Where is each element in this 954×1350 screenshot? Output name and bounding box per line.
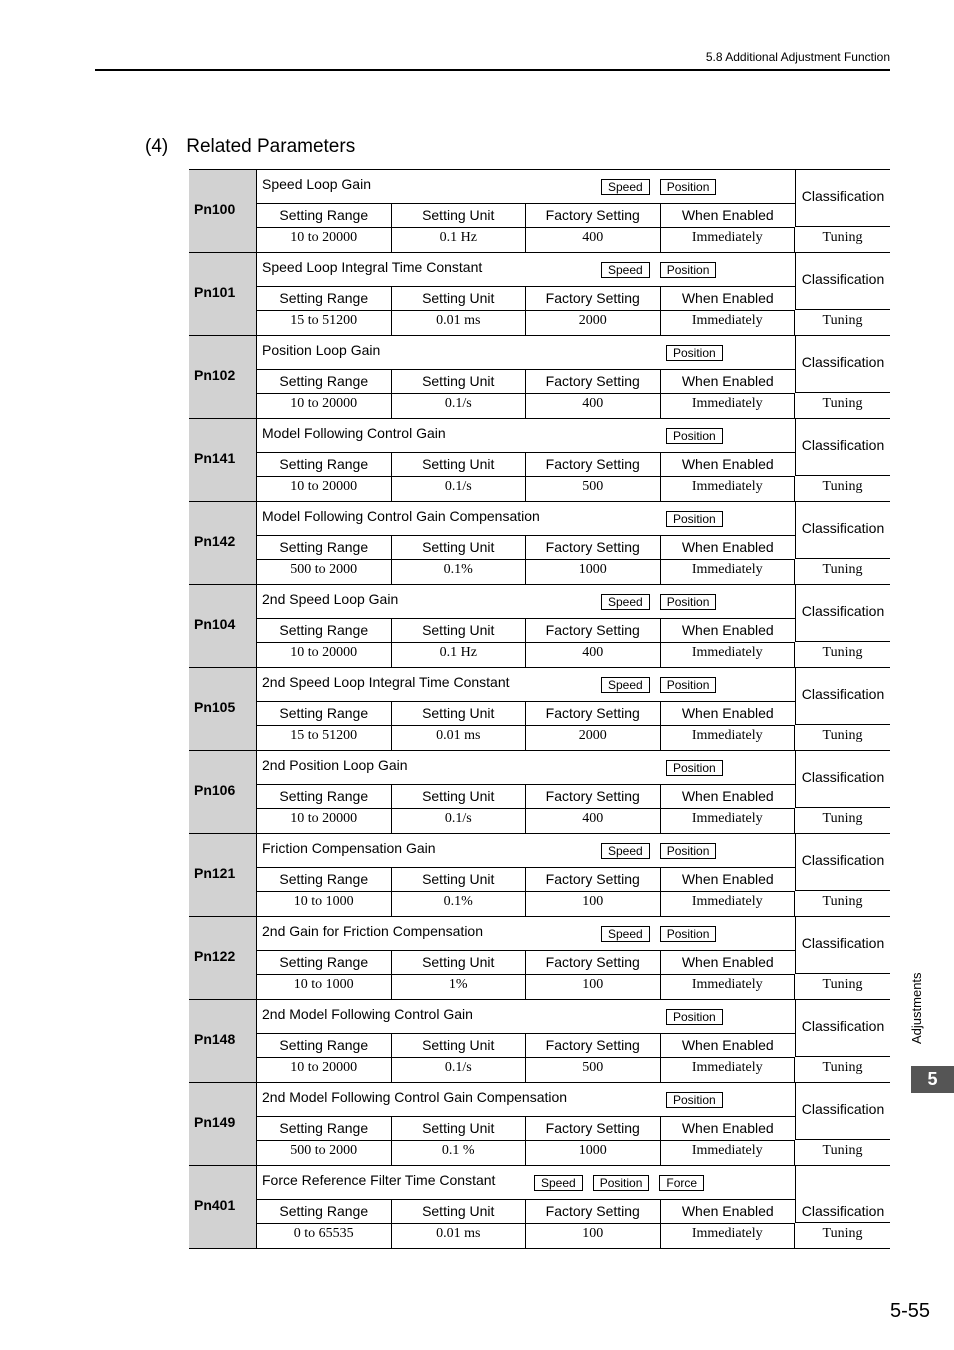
- when-enabled-header: When Enabled: [681, 456, 774, 472]
- factory-setting-value: 1000: [526, 559, 661, 584]
- setting-unit-header: Setting Unit: [392, 1117, 527, 1140]
- setting-unit-value: 0.01 ms: [392, 725, 527, 750]
- setting-unit-value: 0.01 ms: [392, 1223, 527, 1248]
- setting-range-value: 10 to 20000: [257, 1057, 392, 1082]
- param-block-pn148: [189, 999, 890, 1082]
- setting-range-header: Setting Range: [257, 287, 392, 310]
- param-block-pn100: [189, 169, 890, 252]
- setting-range-header: Setting Range: [257, 868, 392, 891]
- parameter-tables: [189, 169, 890, 1249]
- param-block-pn401: [189, 1165, 890, 1249]
- setting-unit-value: 0.1/s: [392, 476, 527, 501]
- setting-unit-header: Setting Unit: [392, 868, 527, 891]
- param-number: Pn102: [189, 336, 257, 418]
- setting-range-value: 10 to 20000: [257, 808, 392, 833]
- when-enabled-header: When Enabled: [681, 788, 774, 804]
- param-name: Speed Loop Gain: [262, 176, 371, 192]
- setting-unit-value: 0.1 Hz: [392, 642, 527, 667]
- classification-label: Classification: [801, 603, 885, 619]
- classification-label: Classification: [801, 437, 885, 453]
- when-enabled-header: When Enabled: [681, 539, 774, 555]
- column-header-row: [257, 784, 795, 809]
- factory-setting-value: 2000: [526, 310, 661, 335]
- classification-value: Tuning: [822, 313, 863, 328]
- column-header-row: [257, 1033, 795, 1058]
- factory-setting-value: 500: [526, 476, 661, 501]
- classification-header: [795, 253, 890, 310]
- column-header-row: [257, 535, 795, 560]
- mode-badges: [601, 926, 726, 942]
- classification-label: Classification: [801, 188, 885, 204]
- setting-unit-value: 0.01 ms: [392, 310, 527, 335]
- setting-range-value: 10 to 20000: [257, 227, 392, 252]
- classification-header: [795, 585, 890, 642]
- factory-setting-header: Factory Setting: [526, 536, 661, 559]
- chapter-tab: 5: [911, 1066, 954, 1093]
- factory-setting-header: Factory Setting: [526, 1117, 661, 1140]
- classification-header: [795, 751, 890, 808]
- setting-unit-header: Setting Unit: [392, 536, 527, 559]
- setting-range-value: 15 to 51200: [257, 310, 392, 335]
- mode-badge: Force: [659, 1175, 704, 1191]
- value-row: [257, 974, 890, 999]
- value-row: [257, 1223, 890, 1248]
- setting-range-header: Setting Range: [257, 619, 392, 642]
- setting-unit-header: Setting Unit: [392, 1200, 527, 1223]
- when-enabled-value: Immediately: [661, 725, 796, 750]
- when-enabled-header: When Enabled: [681, 622, 774, 638]
- classification-value: Tuning: [822, 1226, 863, 1241]
- classification-value: Tuning: [822, 728, 863, 743]
- value-row: [257, 559, 890, 584]
- classification-label: Classification: [801, 1203, 885, 1219]
- param-number: Pn105: [189, 668, 257, 750]
- factory-setting-header: Factory Setting: [526, 1034, 661, 1057]
- setting-range-header: Setting Range: [257, 1117, 392, 1140]
- mode-badges: [666, 345, 733, 361]
- param-name: 2nd Speed Loop Integral Time Constant: [262, 674, 510, 690]
- setting-unit-value: 0.1/s: [392, 808, 527, 833]
- when-enabled-value: Immediately: [661, 559, 796, 584]
- classification-header: [795, 1000, 890, 1057]
- classification-value: Tuning: [822, 230, 863, 245]
- when-enabled-header: When Enabled: [681, 207, 774, 223]
- when-enabled-header: When Enabled: [681, 1203, 774, 1219]
- mode-badge: Position: [666, 511, 723, 527]
- classification-value: Tuning: [822, 645, 863, 660]
- setting-unit-value: 0.1/s: [392, 1057, 527, 1082]
- mode-badge: Speed: [601, 262, 650, 278]
- param-number: Pn104: [189, 585, 257, 667]
- classification-value: Tuning: [822, 894, 863, 909]
- param-block-pn105: [189, 667, 890, 750]
- when-enabled-header: When Enabled: [681, 1120, 774, 1136]
- classification-value: Tuning: [822, 396, 863, 411]
- column-header-row: [257, 452, 795, 477]
- mode-badge: Position: [660, 179, 717, 195]
- column-header-row: [257, 618, 795, 643]
- param-block-pn142: [189, 501, 890, 584]
- setting-range-header: Setting Range: [257, 1034, 392, 1057]
- param-block-pn121: [189, 833, 890, 916]
- setting-unit-value: 1%: [392, 974, 527, 999]
- classification-label: Classification: [801, 769, 885, 785]
- mode-badges: [601, 262, 726, 278]
- when-enabled-value: Immediately: [661, 310, 796, 335]
- classification-value: Tuning: [822, 562, 863, 577]
- param-block-pn106: [189, 750, 890, 833]
- param-block-pn101: [189, 252, 890, 335]
- when-enabled-header: When Enabled: [681, 1037, 774, 1053]
- section-number: (4): [145, 136, 169, 157]
- mode-badges: [666, 511, 733, 527]
- mode-badges: [666, 1092, 733, 1108]
- setting-unit-header: Setting Unit: [392, 453, 527, 476]
- column-header-row: [257, 867, 795, 892]
- mode-badge: Position: [660, 843, 717, 859]
- param-number: Pn149: [189, 1083, 257, 1165]
- column-header-row: [257, 950, 795, 975]
- classification-value: Tuning: [822, 479, 863, 494]
- factory-setting-value: 1000: [526, 1140, 661, 1165]
- param-name: Force Reference Filter Time Constant: [262, 1172, 496, 1188]
- when-enabled-header: When Enabled: [681, 373, 774, 389]
- setting-unit-header: Setting Unit: [392, 785, 527, 808]
- classification-label: Classification: [801, 271, 885, 287]
- setting-unit-value: 0.1%: [392, 891, 527, 916]
- section-title: [145, 136, 355, 158]
- factory-setting-value: 400: [526, 227, 661, 252]
- when-enabled-value: Immediately: [661, 808, 796, 833]
- mode-badge: Position: [666, 428, 723, 444]
- factory-setting-header: Factory Setting: [526, 702, 661, 725]
- param-number: Pn122: [189, 917, 257, 999]
- when-enabled-header: When Enabled: [681, 954, 774, 970]
- param-name: Position Loop Gain: [262, 342, 381, 358]
- classification-header: [795, 917, 890, 974]
- setting-range-value: 10 to 20000: [257, 476, 392, 501]
- setting-unit-header: Setting Unit: [392, 951, 527, 974]
- param-number: Pn106: [189, 751, 257, 833]
- classification-header: [795, 834, 890, 891]
- setting-range-header: Setting Range: [257, 1200, 392, 1223]
- value-row: [257, 1140, 890, 1165]
- value-row: [257, 227, 890, 252]
- mode-badge: Speed: [601, 843, 650, 859]
- setting-unit-value: 0.1/s: [392, 393, 527, 418]
- setting-unit-value: 0.1 %: [392, 1140, 527, 1165]
- classification-label: Classification: [801, 520, 885, 536]
- running-header: 5.8 Additional Adjustment Function: [705, 50, 890, 64]
- param-block-pn104: [189, 584, 890, 667]
- factory-setting-value: 2000: [526, 725, 661, 750]
- setting-range-header: Setting Range: [257, 370, 392, 393]
- value-row: [257, 891, 890, 916]
- mode-badges: [601, 843, 726, 859]
- value-row: [257, 725, 890, 750]
- param-name: Speed Loop Integral Time Constant: [262, 259, 483, 275]
- mode-badge: Speed: [601, 594, 650, 610]
- classification-header: [795, 336, 890, 393]
- classification-label: Classification: [801, 852, 885, 868]
- setting-range-value: 10 to 20000: [257, 642, 392, 667]
- param-name: Friction Compensation Gain: [262, 840, 436, 856]
- mode-badges: [601, 594, 726, 610]
- factory-setting-header: Factory Setting: [526, 370, 661, 393]
- when-enabled-header: When Enabled: [681, 290, 774, 306]
- factory-setting-header: Factory Setting: [526, 287, 661, 310]
- classification-value: Tuning: [822, 1143, 863, 1158]
- param-block-pn141: [189, 418, 890, 501]
- when-enabled-value: Immediately: [661, 393, 796, 418]
- mode-badge: Position: [666, 1009, 723, 1025]
- mode-badge: Position: [660, 262, 717, 278]
- mode-badges: [601, 179, 726, 195]
- mode-badges: [666, 760, 733, 776]
- setting-range-header: Setting Range: [257, 453, 392, 476]
- param-number: Pn121: [189, 834, 257, 916]
- param-name: Model Following Control Gain Compensation: [262, 508, 540, 524]
- when-enabled-value: Immediately: [661, 974, 796, 999]
- setting-range-value: 10 to 1000: [257, 974, 392, 999]
- mode-badge: Speed: [601, 179, 650, 195]
- mode-badge: Position: [660, 594, 717, 610]
- classification-value: Tuning: [822, 811, 863, 826]
- classification-header: [795, 1083, 890, 1140]
- mode-badge: Position: [666, 760, 723, 776]
- classification-label: Classification: [801, 354, 885, 370]
- setting-unit-value: 0.1%: [392, 559, 527, 584]
- classification-label: Classification: [801, 935, 885, 951]
- param-block-pn149: [189, 1082, 890, 1165]
- mode-badges: [601, 677, 726, 693]
- param-name: 2nd Speed Loop Gain: [262, 591, 399, 607]
- param-number: Pn148: [189, 1000, 257, 1082]
- when-enabled-value: Immediately: [661, 1140, 796, 1165]
- param-number: Pn142: [189, 502, 257, 584]
- when-enabled-value: Immediately: [661, 227, 796, 252]
- mode-badges: [666, 1009, 733, 1025]
- mode-badge: Position: [666, 1092, 723, 1108]
- classification-label: Classification: [801, 686, 885, 702]
- classification-header: [795, 668, 890, 725]
- param-number: Pn100: [189, 170, 257, 252]
- when-enabled-header: When Enabled: [681, 705, 774, 721]
- param-name: Model Following Control Gain: [262, 425, 446, 441]
- param-number: Pn141: [189, 419, 257, 501]
- value-row: [257, 808, 890, 833]
- setting-range-value: 10 to 1000: [257, 891, 392, 916]
- param-block-pn122: [189, 916, 890, 999]
- setting-range-header: Setting Range: [257, 536, 392, 559]
- mode-badges: [666, 428, 733, 444]
- factory-setting-header: Factory Setting: [526, 785, 661, 808]
- setting-unit-header: Setting Unit: [392, 370, 527, 393]
- param-number: Pn401: [189, 1166, 257, 1248]
- mode-badge: Position: [666, 345, 723, 361]
- value-row: [257, 310, 890, 335]
- factory-setting-value: 100: [526, 891, 661, 916]
- when-enabled-value: Immediately: [661, 1057, 796, 1082]
- setting-range-header: Setting Range: [257, 951, 392, 974]
- setting-range-header: Setting Range: [257, 702, 392, 725]
- when-enabled-value: Immediately: [661, 891, 796, 916]
- when-enabled-value: Immediately: [661, 1223, 796, 1248]
- factory-setting-value: 400: [526, 393, 661, 418]
- setting-range-value: 500 to 2000: [257, 559, 392, 584]
- factory-setting-header: Factory Setting: [526, 453, 661, 476]
- classification-header: [795, 170, 890, 227]
- mode-badges: [534, 1175, 714, 1191]
- factory-setting-value: 400: [526, 808, 661, 833]
- setting-range-header: Setting Range: [257, 204, 392, 227]
- header-rule: [95, 69, 890, 71]
- mode-badge: Position: [593, 1175, 650, 1191]
- setting-range-value: 10 to 20000: [257, 393, 392, 418]
- classification-header: [795, 419, 890, 476]
- classification-label: Classification: [801, 1018, 885, 1034]
- factory-setting-value: 100: [526, 974, 661, 999]
- page-number: 5-55: [889, 1300, 930, 1322]
- setting-unit-header: Setting Unit: [392, 619, 527, 642]
- mode-badge: Speed: [601, 677, 650, 693]
- param-name: 2nd Model Following Control Gain: [262, 1006, 473, 1022]
- param-block-pn102: [189, 335, 890, 418]
- classification-value: Tuning: [822, 1060, 863, 1075]
- value-row: [257, 476, 890, 501]
- setting-unit-header: Setting Unit: [392, 287, 527, 310]
- when-enabled-value: Immediately: [661, 642, 796, 667]
- value-row: [257, 393, 890, 418]
- section-heading: Related Parameters: [186, 136, 356, 157]
- value-row: [257, 642, 890, 667]
- factory-setting-header: Factory Setting: [526, 1200, 661, 1223]
- when-enabled-header: When Enabled: [681, 871, 774, 887]
- column-header-row: [257, 203, 795, 228]
- column-header-row: [257, 701, 795, 726]
- when-enabled-value: Immediately: [661, 476, 796, 501]
- setting-range-value: 500 to 2000: [257, 1140, 392, 1165]
- setting-unit-header: Setting Unit: [392, 702, 527, 725]
- mode-badge: Speed: [534, 1175, 583, 1191]
- factory-setting-header: Factory Setting: [526, 619, 661, 642]
- setting-unit-header: Setting Unit: [392, 1034, 527, 1057]
- param-name: 2nd Gain for Friction Compensation: [262, 923, 483, 939]
- param-name: 2nd Model Following Control Gain Compensation: [262, 1089, 568, 1105]
- setting-range-header: Setting Range: [257, 785, 392, 808]
- column-header-row: [257, 286, 795, 311]
- factory-setting-value: 100: [526, 1223, 661, 1248]
- classification-label: Classification: [801, 1101, 885, 1117]
- setting-unit-header: Setting Unit: [392, 204, 527, 227]
- value-row: [257, 1057, 890, 1082]
- setting-unit-value: 0.1 Hz: [392, 227, 527, 252]
- factory-setting-value: 400: [526, 642, 661, 667]
- mode-badge: Speed: [601, 926, 650, 942]
- factory-setting-value: 500: [526, 1057, 661, 1082]
- chapter-side-label: Adjustments: [909, 972, 924, 1044]
- column-header-row: [257, 369, 795, 394]
- param-number: Pn101: [189, 253, 257, 335]
- mode-badge: Position: [660, 677, 717, 693]
- param-name: 2nd Position Loop Gain: [262, 757, 408, 773]
- classification-header: [795, 502, 890, 559]
- mode-badge: Position: [660, 926, 717, 942]
- column-header-row: [257, 1116, 795, 1141]
- classification-header: [795, 1166, 890, 1223]
- factory-setting-header: Factory Setting: [526, 204, 661, 227]
- factory-setting-header: Factory Setting: [526, 868, 661, 891]
- column-header-row: [257, 1199, 795, 1224]
- setting-range-value: 0 to 65535: [257, 1223, 392, 1248]
- factory-setting-header: Factory Setting: [526, 951, 661, 974]
- setting-range-value: 15 to 51200: [257, 725, 392, 750]
- classification-value: Tuning: [822, 977, 863, 992]
